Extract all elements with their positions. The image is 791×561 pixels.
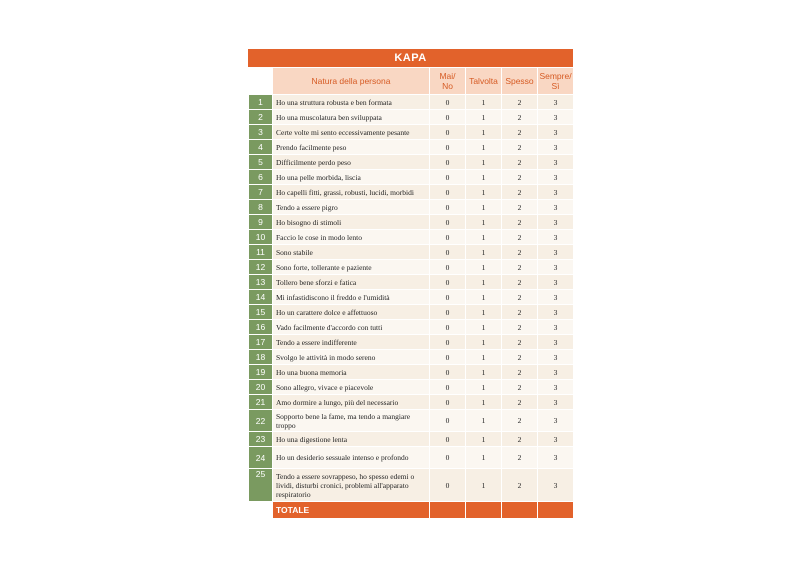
score-option[interactable]: 3 [538,95,574,110]
score-option[interactable]: 0 [430,260,466,275]
row-number: 9 [249,215,273,230]
score-option[interactable]: 1 [466,410,502,432]
score-option[interactable]: 1 [466,432,502,447]
total-cell[interactable] [466,502,502,519]
table-row [249,95,574,110]
total-label: TOTALE [273,502,430,519]
score-option[interactable]: 0 [430,230,466,245]
score-option[interactable]: 3 [538,320,574,335]
score-option[interactable]: 2 [502,380,538,395]
row-number: 6 [249,170,273,185]
score-option[interactable]: 3 [538,245,574,260]
row-number: 21 [249,395,273,410]
row-description: Ho un carattere dolce e affettuoso [273,305,430,320]
row-number: 18 [249,350,273,365]
score-option[interactable]: 0 [430,110,466,125]
row-description: Svolgo le attività in modo sereno [273,350,430,365]
score-option[interactable]: 1 [466,275,502,290]
score-option[interactable]: 0 [430,125,466,140]
score-option[interactable]: 1 [466,110,502,125]
score-option[interactable]: 1 [466,320,502,335]
row-description: Ho una digestione lenta [273,432,430,447]
header-mai-no [430,68,466,95]
score-option[interactable]: 1 [466,95,502,110]
row-description: Mi infastidiscono il freddo e l'umidità [273,290,430,305]
row-description: Difficilmente perdo peso [273,155,430,170]
score-option[interactable]: 2 [502,110,538,125]
table-title: KAPA [248,49,573,67]
score-option[interactable]: 0 [430,305,466,320]
score-option[interactable]: 3 [538,185,574,200]
score-option[interactable]: 2 [502,170,538,185]
row-description: Ho una muscolatura ben sviluppata [273,110,430,125]
score-option[interactable]: 0 [430,350,466,365]
score-option[interactable]: 2 [502,95,538,110]
score-option[interactable]: 0 [430,245,466,260]
header-talvolta: Talvolta [466,68,502,95]
score-option[interactable]: 2 [502,432,538,447]
table-row [249,365,574,380]
score-option[interactable]: 2 [502,245,538,260]
table-row [249,469,574,502]
score-option[interactable]: 3 [538,380,574,395]
table-row [249,305,574,320]
score-option[interactable]: 2 [502,447,538,469]
table-row [249,110,574,125]
total-blank [249,502,273,519]
row-description: Tendo a essere pigro [273,200,430,215]
score-option[interactable]: 3 [538,305,574,320]
score-option[interactable]: 2 [502,155,538,170]
row-description: Sono allegro, vivace e piacevole [273,380,430,395]
score-option[interactable]: 0 [430,447,466,469]
row-description: Ho un desiderio sessuale intenso e profondo [273,447,430,469]
row-description: Ho capelli fitti, grassi, robusti, lucidi, morbidi [273,185,430,200]
score-option[interactable]: 3 [538,125,574,140]
table-row [249,275,574,290]
score-option[interactable]: 2 [502,350,538,365]
score-option[interactable]: 2 [502,200,538,215]
header-row [249,68,574,95]
table-row [249,447,574,469]
score-option[interactable]: 0 [430,140,466,155]
score-option[interactable]: 1 [466,395,502,410]
score-option[interactable]: 3 [538,432,574,447]
score-option[interactable]: 3 [538,290,574,305]
score-option[interactable]: 0 [430,170,466,185]
table-row [249,335,574,350]
score-option[interactable]: 1 [466,155,502,170]
score-option[interactable]: 1 [466,335,502,350]
score-option[interactable]: 0 [430,155,466,170]
table-row [249,410,574,432]
score-option[interactable]: 0 [430,335,466,350]
score-option[interactable]: 2 [502,125,538,140]
row-description: Certe volte mi sento eccessivamente pesante [273,125,430,140]
header-spesso: Spesso [502,68,538,95]
table-row [249,380,574,395]
score-option[interactable]: 1 [466,215,502,230]
score-option[interactable]: 1 [466,200,502,215]
table-row [249,230,574,245]
score-option[interactable]: 0 [430,275,466,290]
score-option[interactable]: 2 [502,365,538,380]
score-option[interactable]: 3 [538,260,574,275]
row-number: 14 [249,290,273,305]
header-sempre-si-label: Sempre/ Sì [539,71,572,91]
table-row [249,155,574,170]
row-number: 1 [249,95,273,110]
row-number: 4 [249,140,273,155]
row-description: Sono forte, tollerante e paziente [273,260,430,275]
score-option[interactable]: 1 [466,305,502,320]
score-option[interactable]: 2 [502,140,538,155]
row-number: 2 [249,110,273,125]
score-option[interactable]: 0 [430,469,466,502]
table-row [249,125,574,140]
row-number: 3 [249,125,273,140]
score-option[interactable]: 1 [466,290,502,305]
score-option[interactable]: 2 [502,335,538,350]
row-number: 23 [249,432,273,447]
score-option[interactable]: 3 [538,447,574,469]
row-number: 25 [249,469,273,502]
row-description: Ho una pelle morbida, liscia [273,170,430,185]
row-number: 24 [249,447,273,469]
score-option[interactable]: 1 [466,469,502,502]
score-option[interactable]: 2 [502,410,538,432]
row-description: Ho una buona memoria [273,365,430,380]
table-row [249,215,574,230]
row-description: Vado facilmente d'accordo con tutti [273,320,430,335]
row-number: 7 [249,185,273,200]
score-option[interactable]: 1 [466,365,502,380]
score-option[interactable]: 0 [430,200,466,215]
score-option[interactable]: 0 [430,320,466,335]
kapa-questionnaire [248,49,573,519]
row-number: 13 [249,275,273,290]
table-row [249,185,574,200]
score-option[interactable]: 3 [538,155,574,170]
score-option[interactable]: 3 [538,230,574,245]
row-number: 10 [249,230,273,245]
total-cell[interactable] [430,502,466,519]
score-option[interactable]: 3 [538,110,574,125]
row-number: 22 [249,410,273,432]
score-option[interactable]: 0 [430,365,466,380]
row-description: Faccio le cose in modo lento [273,230,430,245]
header-sempre-si [538,68,574,95]
table-row [249,320,574,335]
header-blank [249,68,273,95]
row-description: Ho bisogno di stimoli [273,215,430,230]
score-option[interactable]: 2 [502,290,538,305]
row-description: Tendo a essere sovrappeso, ho spesso edemi o lividi, disturbi cronici, problemi all'apparato respiratorio [273,469,430,502]
score-option[interactable]: 1 [466,185,502,200]
row-number: 15 [249,305,273,320]
score-option[interactable]: 0 [430,432,466,447]
score-option[interactable]: 3 [538,200,574,215]
score-option[interactable]: 1 [466,230,502,245]
score-option[interactable]: 1 [466,245,502,260]
score-option[interactable]: 3 [538,335,574,350]
score-option[interactable]: 3 [538,469,574,502]
table-row [249,395,574,410]
table-row [249,170,574,185]
table-row [249,260,574,275]
table-row [249,350,574,365]
total-row [249,502,574,519]
score-option[interactable]: 1 [466,380,502,395]
score-option[interactable]: 0 [430,410,466,432]
score-option[interactable]: 0 [430,215,466,230]
score-option[interactable]: 3 [538,410,574,432]
score-option[interactable]: 1 [466,350,502,365]
row-description: Sono stabile [273,245,430,260]
table-row [249,245,574,260]
row-number: 11 [249,245,273,260]
header-mai-no-label: Mai/ No [439,71,456,91]
total-cell[interactable] [502,502,538,519]
row-description: Tendo a essere indifferente [273,335,430,350]
row-description: Ho una struttura robusta e ben formata [273,95,430,110]
score-option[interactable]: 0 [430,380,466,395]
row-number: 5 [249,155,273,170]
row-number: 12 [249,260,273,275]
score-option[interactable]: 0 [430,290,466,305]
row-description: Amo dormire a lungo, più del necessario [273,395,430,410]
row-number: 20 [249,380,273,395]
row-number: 16 [249,320,273,335]
score-option[interactable]: 0 [430,95,466,110]
score-option[interactable]: 2 [502,275,538,290]
score-option[interactable]: 3 [538,395,574,410]
score-option[interactable]: 2 [502,305,538,320]
table-row [249,432,574,447]
score-option[interactable]: 3 [538,275,574,290]
table-row [249,140,574,155]
table-row [249,200,574,215]
score-option[interactable]: 2 [502,230,538,245]
row-number: 19 [249,365,273,380]
score-option[interactable]: 1 [466,140,502,155]
score-option[interactable]: 2 [502,260,538,275]
header-description: Natura della persona [273,68,430,95]
total-cell[interactable] [538,502,574,519]
score-option[interactable]: 2 [502,185,538,200]
score-option[interactable]: 1 [466,125,502,140]
questionnaire-table [248,67,574,519]
row-description: Prendo facilmente peso [273,140,430,155]
score-option[interactable]: 1 [466,447,502,469]
row-description: Sopporto bene la fame, ma tendo a mangiare troppo [273,410,430,432]
score-option[interactable]: 2 [502,320,538,335]
score-option[interactable]: 3 [538,170,574,185]
table-row [249,290,574,305]
row-description: Tollero bene sforzi e fatica [273,275,430,290]
score-option[interactable]: 0 [430,185,466,200]
score-option[interactable]: 2 [502,469,538,502]
score-option[interactable]: 2 [502,395,538,410]
score-option[interactable]: 1 [466,170,502,185]
score-option[interactable]: 0 [430,395,466,410]
row-number: 8 [249,200,273,215]
score-option[interactable]: 2 [502,215,538,230]
score-option[interactable]: 3 [538,350,574,365]
score-option[interactable]: 3 [538,215,574,230]
score-option[interactable]: 1 [466,260,502,275]
row-number: 17 [249,335,273,350]
score-option[interactable]: 3 [538,365,574,380]
score-option[interactable]: 3 [538,140,574,155]
